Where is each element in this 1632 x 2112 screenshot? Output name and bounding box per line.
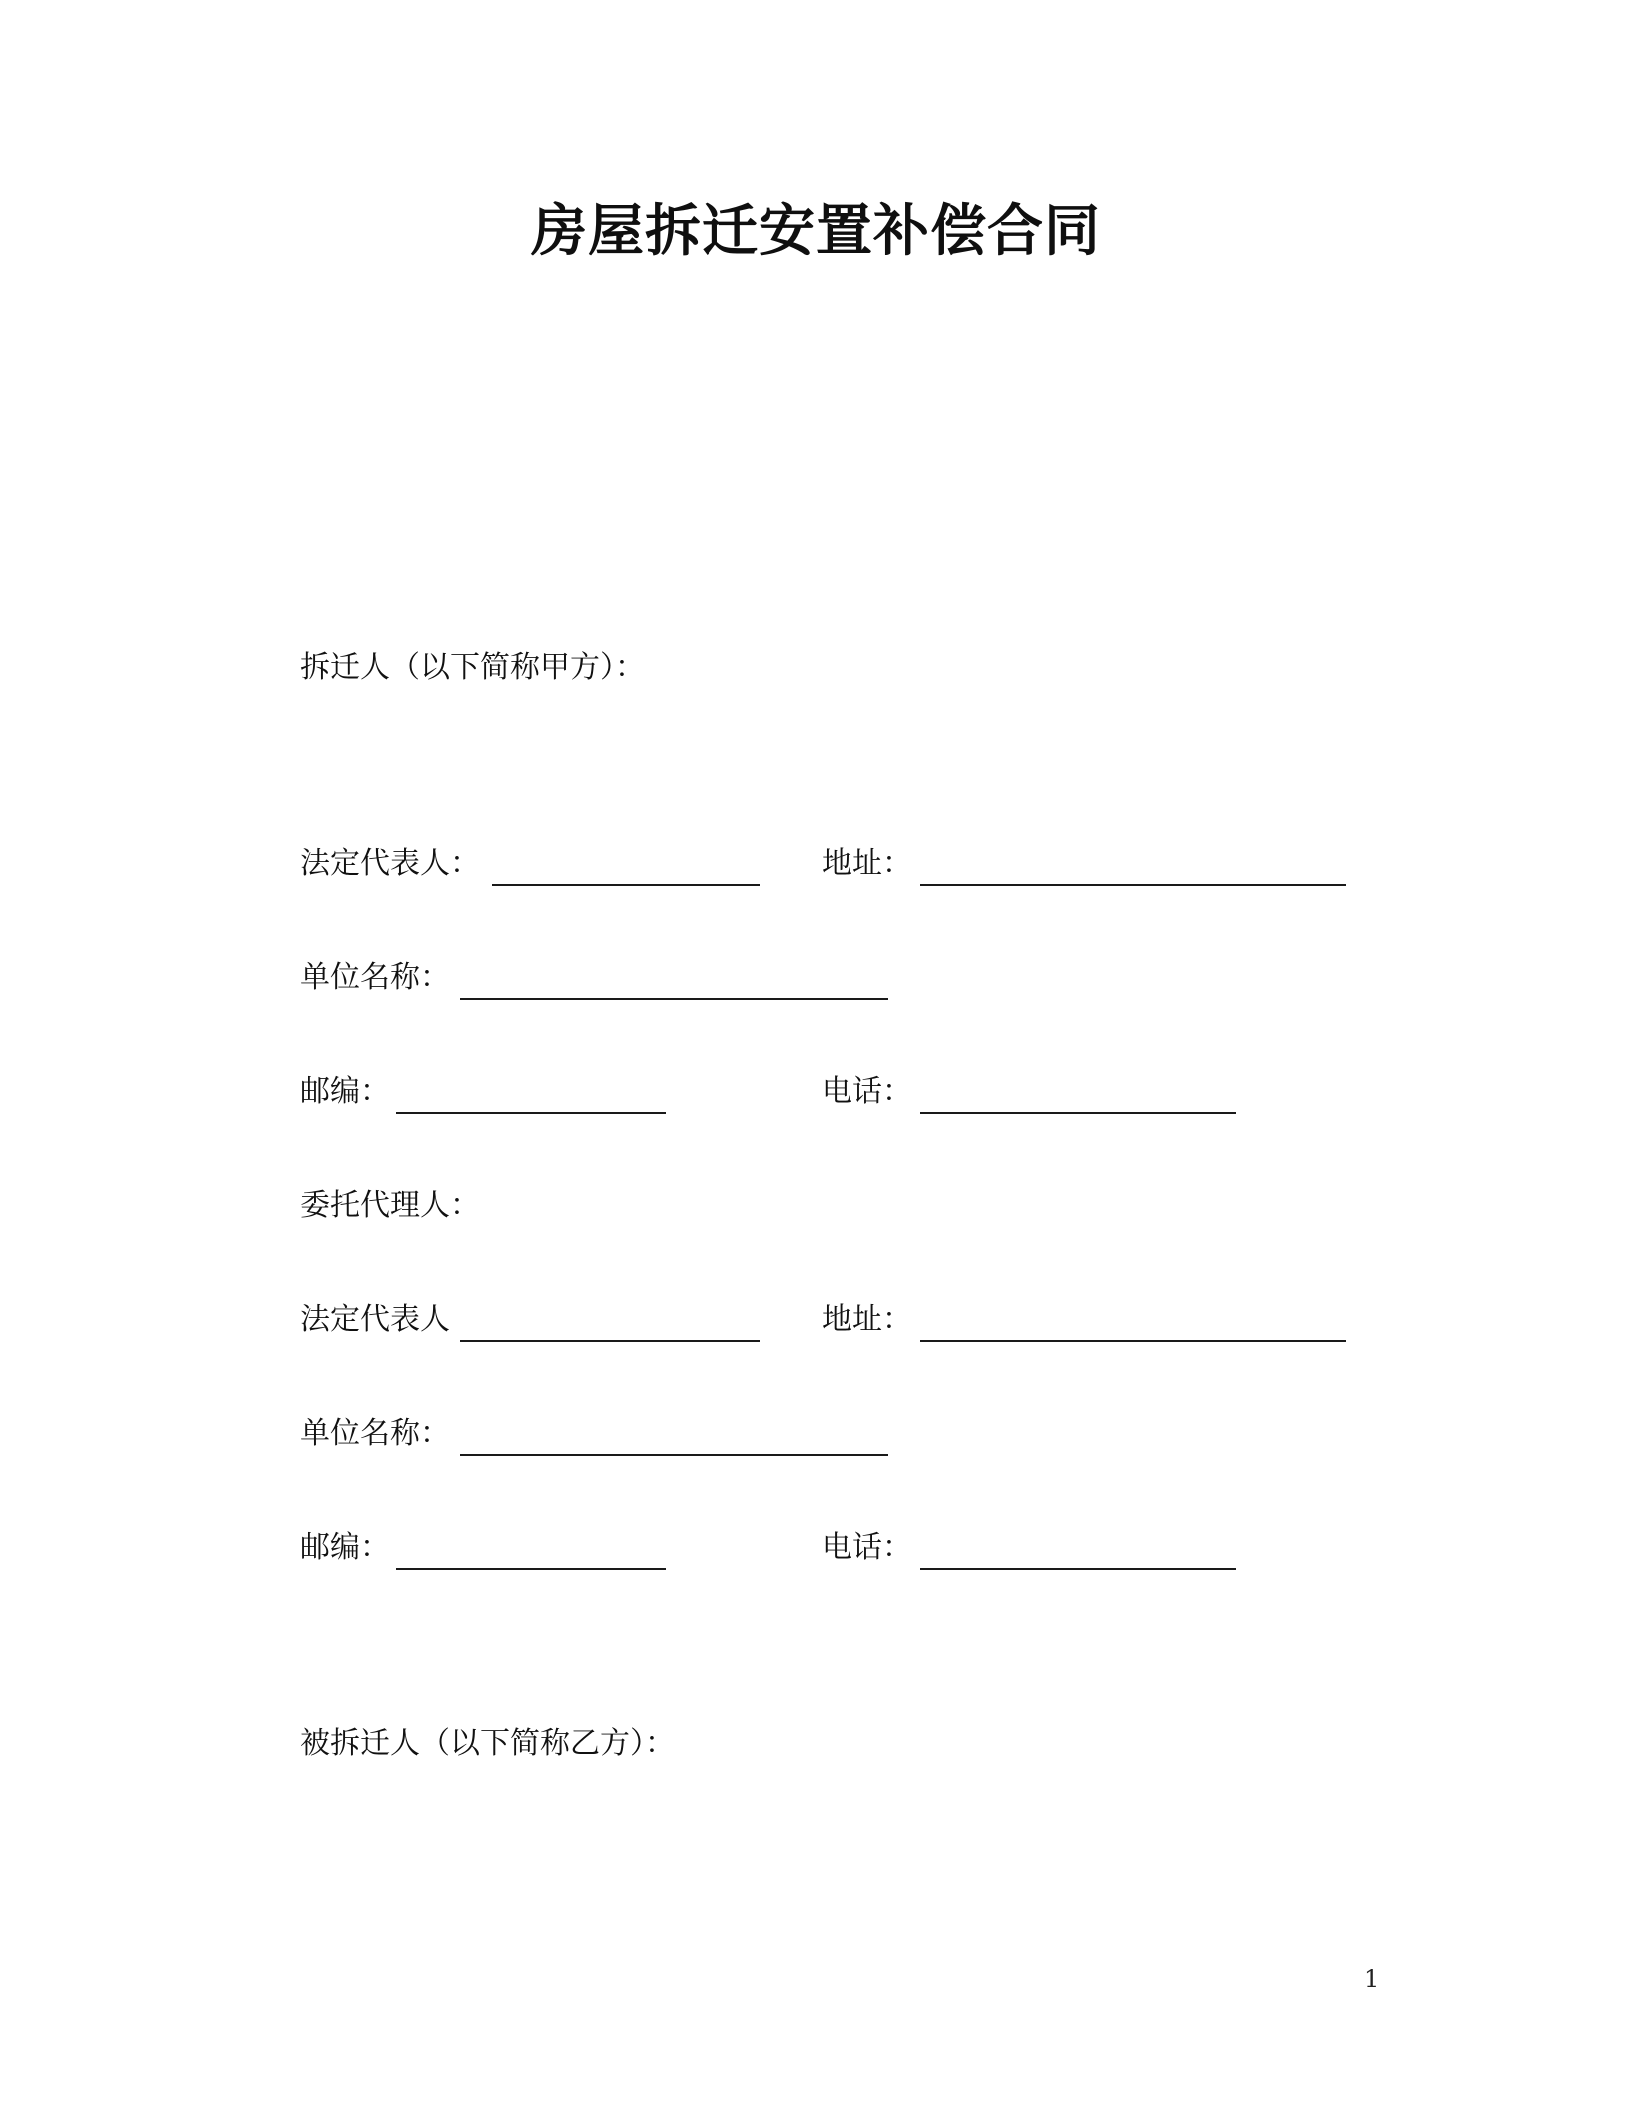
agent-label: 委托代理人： xyxy=(300,1188,480,1223)
party-a-heading: 拆迁人（以下简称甲方）： xyxy=(300,650,645,685)
agent-unit-name-blank[interactable] xyxy=(460,1454,888,1456)
document-title: 房屋拆迁安置补偿合同 xyxy=(531,199,1101,264)
party-a-unit-name-blank[interactable] xyxy=(460,998,888,1000)
party-a-address-blank[interactable] xyxy=(920,884,1346,886)
party-a-address-label: 地址： xyxy=(822,846,912,881)
party-a-legal-rep-blank[interactable] xyxy=(492,884,760,886)
agent-address-label: 地址： xyxy=(822,1302,912,1337)
party-a-unit-name-label: 单位名称： xyxy=(300,960,450,995)
party-a-postcode-blank[interactable] xyxy=(396,1112,666,1114)
party-b-heading: 被拆迁人（以下简称乙方）： xyxy=(300,1726,675,1761)
party-a-postcode-label: 邮编： xyxy=(300,1074,390,1109)
party-a-phone-label: 电话： xyxy=(822,1074,912,1109)
party-a-phone-blank[interactable] xyxy=(920,1112,1236,1114)
agent-legal-rep-blank[interactable] xyxy=(460,1340,760,1342)
page-number: 1 xyxy=(1364,1965,1380,1993)
party-a-legal-rep-label: 法定代表人： xyxy=(300,846,480,881)
agent-legal-rep-label: 法定代表人 xyxy=(300,1302,450,1337)
agent-phone-label: 电话： xyxy=(822,1530,912,1565)
agent-postcode-label: 邮编： xyxy=(300,1530,390,1565)
agent-phone-blank[interactable] xyxy=(920,1568,1236,1570)
agent-unit-name-label: 单位名称： xyxy=(300,1416,450,1451)
agent-postcode-blank[interactable] xyxy=(396,1568,666,1570)
agent-address-blank[interactable] xyxy=(920,1340,1346,1342)
